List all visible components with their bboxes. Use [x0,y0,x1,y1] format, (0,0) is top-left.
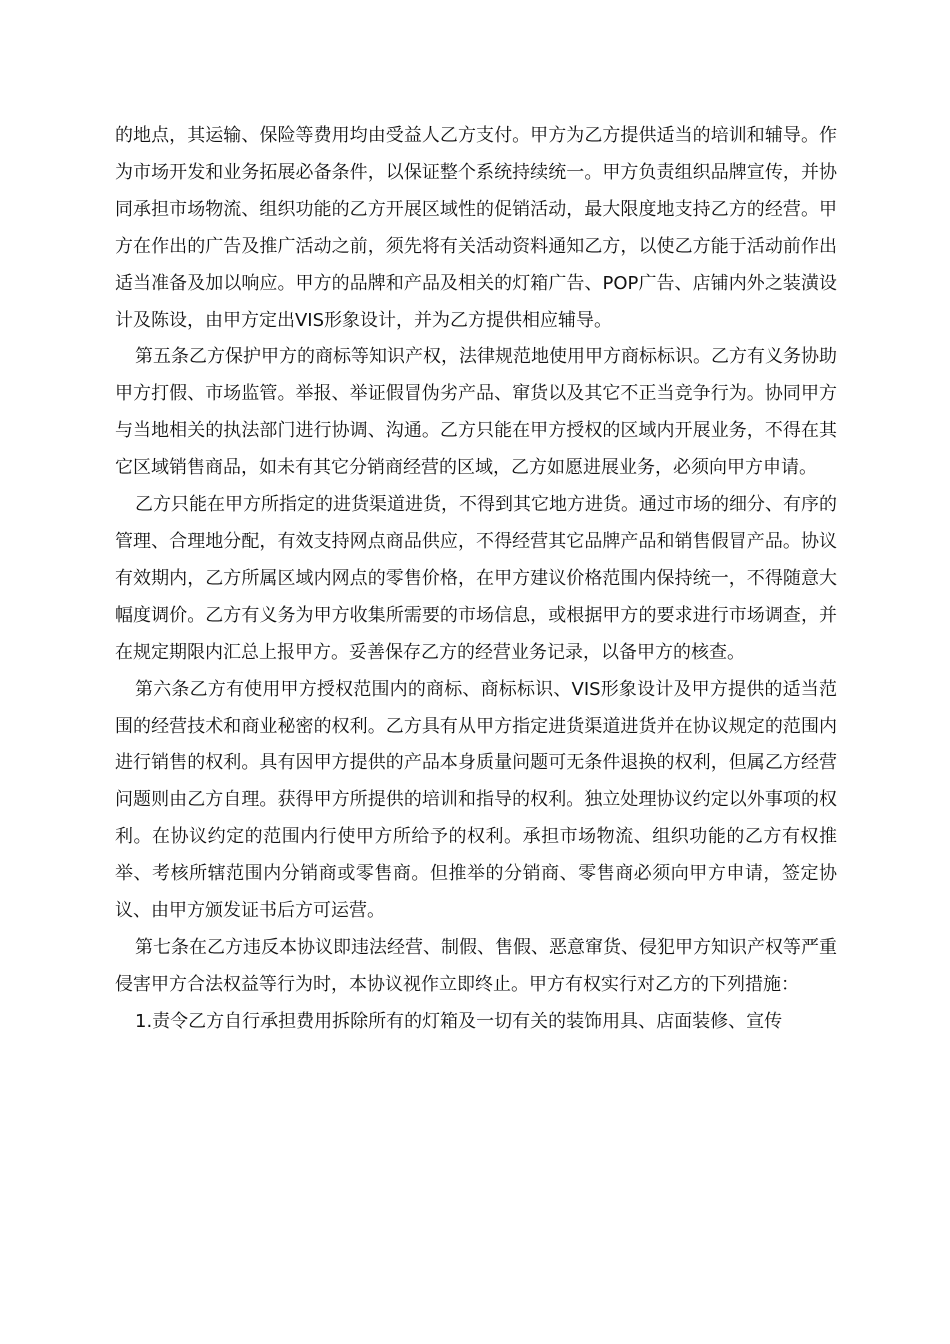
paragraph-article-7: 第七条在乙方违反本协议即违法经营、制假、售假、恶意窜货、侵犯甲方知识产权等严重侵害甲方合法权益等行为时，本协议视作立即终止。甲方有权实行对乙方的下列措施： [115,936,837,995]
paragraph-measure-1: 1.责令乙方自行承担费用拆除所有的灯箱及一切有关的装饰用具、店面装修、宣传 [135,1010,783,1032]
document-page [115,118,837,1041]
paragraph-purchase-channel: 乙方只能在甲方所指定的进货渠道进货，不得到其它地方进货。通过市场的细分、有序的管理、合理地分配，有效支持网点商品供应，不得经营其它品牌产品和销售假冒产品。协议有效期内，乙方所属区域内网点的零售价格，在甲方建议价格范围内保持统一，不得随意大幅度调价。乙方有义务为甲方收集所需要的市场信息，或根据甲方的要求进行市场调查，并在规定期限内汇总上报甲方。妥善保存乙方的经营业务记录，以备甲方的核查。 [115,494,837,663]
paragraph-article-5: 第五条乙方保护甲方的商标等知识产权，法律规范地使用甲方商标标识。乙方有义务协助甲方打假、市场监管。举报、举证假冒伪劣产品、窜货以及其它不正当竞争行为。协同甲方与当地相关的执法部门进行协调、沟通。乙方只能在甲方授权的区域内开展业务，不得在其它区域销售商品，如未有其它分销商经营的区域，乙方如愿进展业务，必须向甲方申请。 [115,346,837,479]
paragraph-article-6: 第六条乙方有使用甲方授权范围内的商标、商标标识、VIS形象设计及甲方提供的适当范围的经营技术和商业秘密的权利。乙方具有从甲方指定进货渠道进货并在协议规定的范围内进行销售的权利。具有因甲方提供的产品本身质量问题可无条件退换的权利，但属乙方经营问题则由乙方自理。获得甲方所提供的培训和指导的权利。独立处理协议约定以外事项的权利。在协议约定的范围内行使甲方所给予的权利。承担市场物流、组织功能的乙方有权推举、考核所辖范围内分销商或零售商。但推举的分销商、零售商必须向甲方申请，签定协议、由甲方颁发证书后方可运营。 [115,678,837,922]
paragraph-continuation: 的地点，其运输、保险等费用均由受益人乙方支付。甲方为乙方提供适当的培训和辅导。作为市场开发和业务拓展必备条件，以保证整个系统持续统一。甲方负责组织品牌宣传，并协同承担市场物流、组织功能的乙方开展区域性的促销活动，最大限度地支持乙方的经营。甲方在作出的广告及推广活动之前，须先将有关活动资料通知乙方，以使乙方能于活动前作出适当准备及加以响应。甲方的品牌和产品及相关的灯箱广告、POP广告、店铺内外之装潢设计及陈设，由甲方定出VIS形象设计，并为乙方提供相应辅导。 [115,125,837,331]
